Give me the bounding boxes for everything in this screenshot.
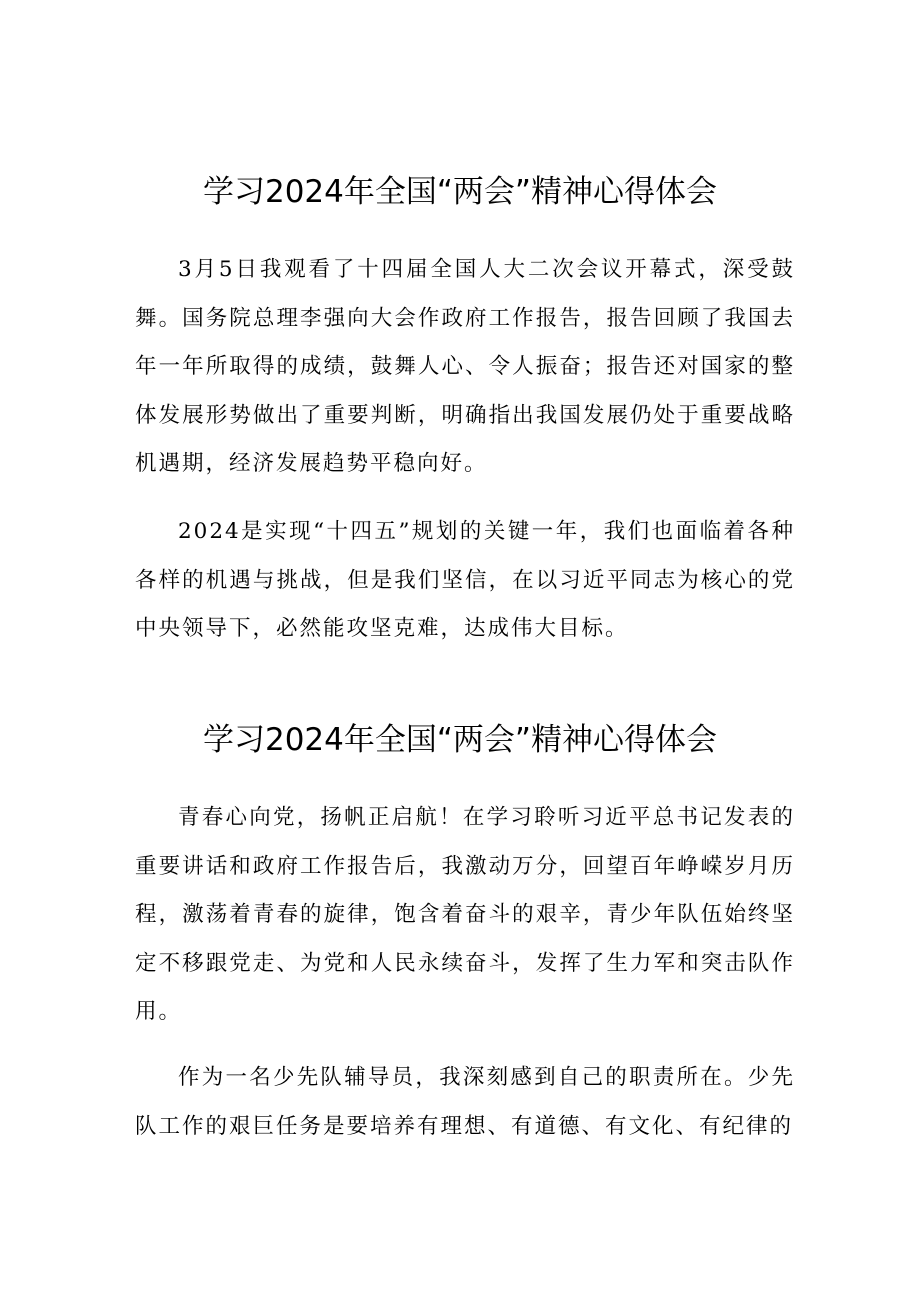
section-1-paragraph-2: 2024是实现“十四五”规划的关键一年，我们也面临着各种各样的机遇与挑战，但是我们坚信，在以习近平同志为核心的党中央领导下，必然能攻坚克难，达成伟大目标。: [135, 519, 795, 641]
section-1-title: 学习2024年全国“两会”精神心得体会: [202, 174, 717, 210]
section-2-title: 学习2024年全国“两会”精神心得体会: [202, 722, 717, 758]
section-1-paragraph-1: 3月5日我观看了十四届全国人大二次会议开幕式，深受鼓舞。国务院总理李强向大会作政府工作报告，报告回顾了我国去年一年所取得的成绩，鼓舞人心、令人振奋；报告还对国家的整体发展形势做出了重要判断，明确指出我国发展仍处于重要战略机遇期，经济发展趋势平稳向好。: [135, 257, 795, 476]
section-2-paragraph-2: 作为一名少先队辅导员，我深刻感到自己的职责所在。少先队工作的艰巨任务是要培养有理想、有道德、有文化、有纪律的: [135, 1065, 795, 1139]
section-2-paragraph-1: 青春心向党，扬帆正启航！在学习聆听习近平总书记发表的重要讲话和政府工作报告后，我激动万分，回望百年峥嵘岁月历程，激荡着青春的旋律，饱含着奋斗的艰辛，青少年队伍始终坚定不移跟党走、为党和人民永续奋斗，发挥了生力军和突击队作用。: [135, 805, 795, 1024]
